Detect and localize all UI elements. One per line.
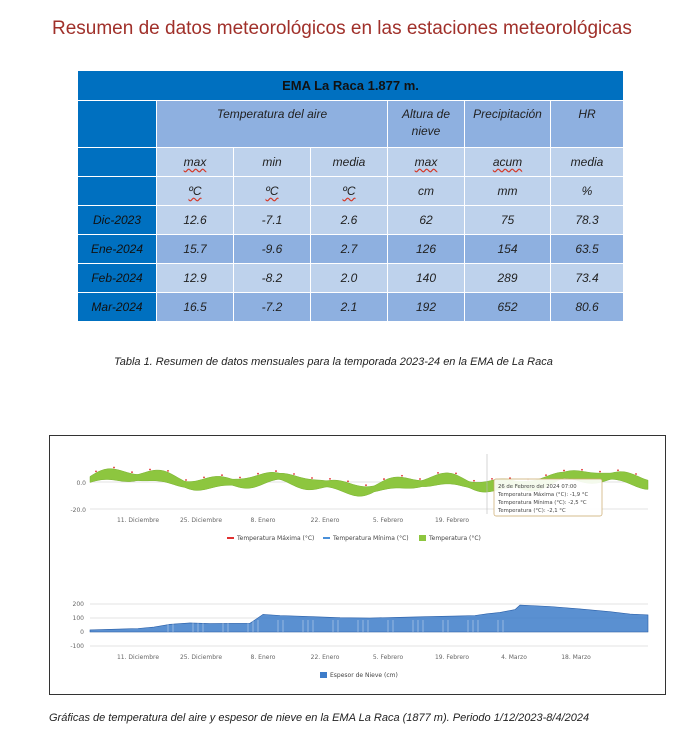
max-point [617,469,619,471]
table-cell: 78.3 [551,206,624,235]
max-point [365,484,367,486]
tooltip-line: Temperatura Máxima (°C): -1,9 °C [498,492,589,498]
tooltip-date: 26 de Febrero del 2024 07:00 [498,484,577,490]
empty-header-cell [78,101,157,148]
x-tick: 8. Enero [250,654,276,661]
max-point [221,474,223,476]
stat-label: max [414,155,438,169]
unit-label: ºC [342,184,356,198]
max-point [203,477,205,479]
legend-min: Temperatura Mínima (°C) [333,535,409,542]
table-cell: -8.2 [234,264,311,293]
table-cell: 140 [388,264,465,293]
unit-label: % [551,177,624,206]
table-cell: 75 [465,206,551,235]
x-axis-ticks [117,517,469,524]
max-point [275,470,277,472]
x-tick: 19. Febrero [434,654,470,661]
max-point [545,474,547,476]
row-month: Feb-2024 [78,264,157,293]
charts-svg [50,436,665,694]
stat-label: min [234,148,311,177]
tooltip-line: Temperatura (°C): -2,1 °C [498,508,566,514]
legend-snow-swatch [320,672,327,678]
max-point [185,479,187,481]
empty-header-cell [78,148,157,177]
y-tick: 0 [80,629,84,636]
tooltip [487,454,602,516]
x-tick: 18. Marzo [561,654,591,661]
stat-label: max [183,155,207,169]
x-tick: 8. Enero [250,517,276,524]
x-tick: 5. Febrero [372,654,404,661]
legend-max-swatch [227,537,234,539]
x-tick: 22. Enero [310,654,340,661]
table-title: EMA La Raca 1.877 m. [78,71,624,101]
table-cell: 126 [388,235,465,264]
max-point [113,467,115,469]
unit-label: ºC [188,184,202,198]
table-cell: -7.2 [234,293,311,322]
x-tick: 22. Enero [310,517,340,524]
table-cell: 2.6 [311,206,388,235]
table-cell: -9.6 [234,235,311,264]
max-point [131,471,133,473]
table-cell: 289 [465,264,551,293]
page-title: Resumen de datos meteorológicos en las estaciones meteorológicas [52,18,632,39]
table-cell: 16.5 [157,293,234,322]
group-snow-height: Altura de nieve [388,101,465,148]
x-tick: 25. Diciembre [179,654,223,661]
snow-chart [70,601,648,679]
max-point [563,470,565,472]
max-point [635,473,637,475]
legend-temp-swatch [419,535,426,541]
max-point [455,472,457,474]
table-caption: Tabla 1. Resumen de datos mensuales para la temporada 2023-24 en la EMA de La Raca [114,356,553,368]
max-point [257,473,259,475]
table-cell: 63.5 [551,235,624,264]
tooltip-line: Temperatura Mínima (°C): -2,5 °C [498,500,587,506]
table-cell: 2.7 [311,235,388,264]
group-temperature: Temperatura del aire [157,101,388,148]
stat-label: acum [492,155,523,169]
max-point [491,478,493,480]
x-tick: 11. Diciembre [116,517,160,524]
x-tick: 4. Marzo [501,654,527,661]
table-cell: 12.6 [157,206,234,235]
temperature-chart [70,454,648,542]
y-tick: -20.0 [70,507,86,514]
max-point [401,475,403,477]
max-point [239,477,241,479]
max-point [149,469,151,471]
y-tick: 200 [72,601,84,608]
max-point [437,472,439,474]
table-cell: 12.9 [157,264,234,293]
unit-label: mm [465,177,551,206]
max-point [347,480,349,482]
snow-series [90,605,648,632]
legend-snow: Espesor de Nieve (cm) [330,672,398,679]
max-point [329,478,331,480]
table-cell: 652 [465,293,551,322]
x-tick: 19. Febrero [434,517,470,524]
legend-temp: Temperatura (°C) [429,535,481,542]
x-tick: 25. Diciembre [179,517,223,524]
table-cell: 192 [388,293,465,322]
figure-caption: Gráficas de temperatura del aire y espesor de nieve en la EMA La Raca (1877 m). Periodo 1/12/2023-8/4/2024 [49,712,590,724]
max-point [473,480,475,482]
table-cell: 2.0 [311,264,388,293]
snow-legend [320,672,398,679]
table-cell: 62 [388,206,465,235]
max-point [383,478,385,480]
x-tick: 5. Febrero [372,517,404,524]
max-point [581,469,583,471]
y-tick: 0.0 [76,480,86,487]
temperature-legend [227,535,481,542]
table-cell: 2.1 [311,293,388,322]
max-point [293,473,295,475]
row-month: Mar-2024 [78,293,157,322]
legend-min-swatch [323,537,330,539]
x-axis-ticks [117,654,591,661]
unit-label: cm [388,177,465,206]
row-month: Ene-2024 [78,235,157,264]
max-point [419,478,421,480]
max-point [599,471,601,473]
table-cell: 73.4 [551,264,624,293]
group-humidity: HR [551,101,624,148]
y-tick: -100 [70,643,84,650]
max-point [311,477,313,479]
unit-label: ºC [265,184,279,198]
group-precipitation: Precipitación [465,101,551,148]
table-cell: 15.7 [157,235,234,264]
weather-summary-table [77,70,624,322]
y-tick: 100 [72,615,84,622]
x-tick: 11. Diciembre [116,654,160,661]
stat-label: media [551,148,624,177]
legend-max: Temperatura Máxima (°C) [237,535,315,542]
snow-area [90,605,648,632]
table-cell: 154 [465,235,551,264]
row-month: Dic-2023 [78,206,157,235]
table-cell: -7.1 [234,206,311,235]
stat-label: media [311,148,388,177]
empty-header-cell [78,177,157,206]
charts-figure [49,435,666,695]
max-point [95,470,97,472]
max-point [167,470,169,472]
table-cell: 80.6 [551,293,624,322]
